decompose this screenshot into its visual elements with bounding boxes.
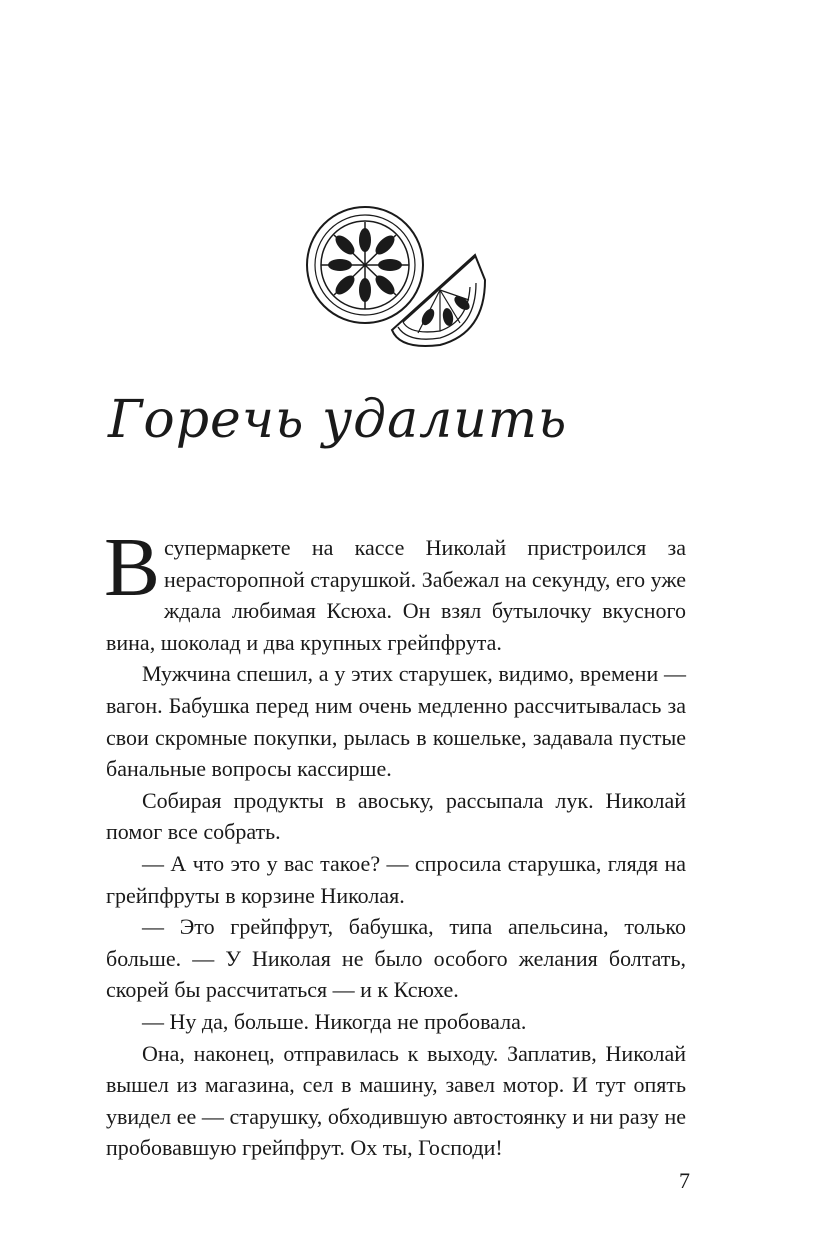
drop-cap: В (104, 521, 161, 614)
paragraph: — Это грейпфрут, бабушка, типа апельсина, только больше. — У Николая не было особого желания болтать, скорей бы рассчитаться — и к Ксюхе. (106, 914, 686, 1003)
paragraph: — А что это у вас такое? — спросила старушка, глядя на грейпфруты в корзине Николая. (106, 850, 686, 908)
paragraph: Она, наконец, отправилась к выходу. Заплатив, Николай вышел из магазина, сел в машину, завел мотор. И тут опять увидел ее — старушку, обходившую автостоянку и ни разу не пробовавшую грейпфрут. Ох ты, Господи! (106, 1040, 686, 1161)
grapefruit-illustration (290, 205, 500, 355)
paragraph: Мужчина спешил, а у этих старушек, видимо, времени — вагон. Бабушка перед ним очень медленно рассчитывалась за свои скромные покупки, рылась в кошельке, задавала пустые банальные вопросы кассирше. (106, 661, 686, 782)
page-number: 7 (679, 1168, 690, 1193)
paragraph-text: супермаркете на кассе Николай пристроился за нерасторопной старушкой. Забежал на секунду, его уже ждала любимая Ксюха. Он взял бутылочку вкусного вина, шоколад и два крупных грейпфрута. (106, 535, 686, 655)
paragraph: Собирая продукты в авоську, рассыпала лук. Николай помог все собрать. (106, 787, 686, 845)
paragraph: — Ну да, больше. Никогда не пробовала. (142, 1008, 527, 1034)
chapter-title: Горечь удалить (108, 390, 568, 450)
body-text (104, 521, 686, 1164)
paragraph (104, 521, 686, 658)
